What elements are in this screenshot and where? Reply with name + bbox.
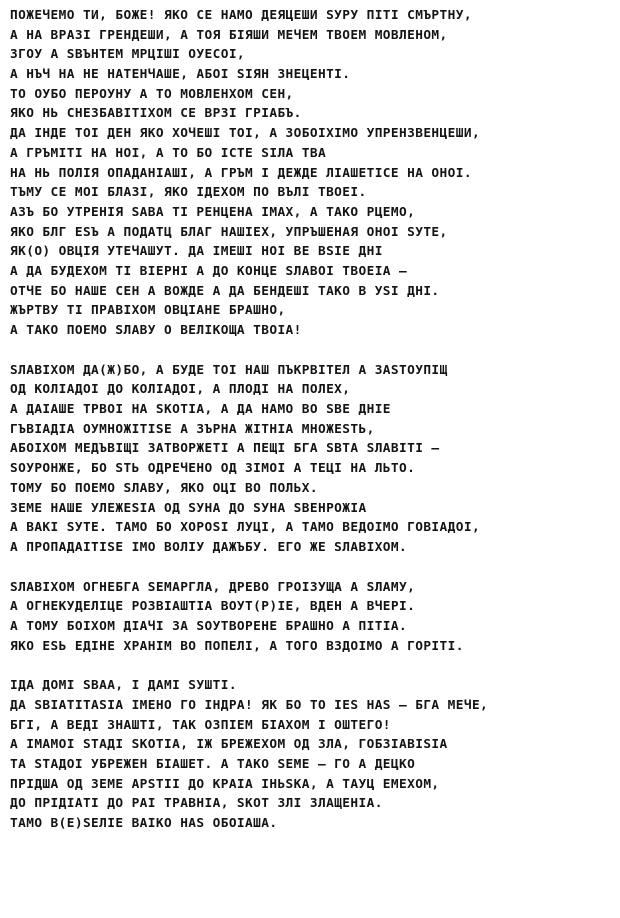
text-line: ЯК(О) ОВЦІЯ УТЕЧАШУТ. ДА ІМЕШІ НОІ ВЕ ВЅІЕ ДНІ (10, 244, 383, 260)
text-line: ТЪМУ СЕ МОІ БЛАЗІ, ЯКО ІДЕХОМ ПО ВЪЛІ ТВОЕІ. (10, 185, 367, 201)
text-line: ТОМУ БО ПОЕМО ЅЛАВУ, ЯКО ОЦІ ВО ПОЛЬХ. (10, 480, 318, 496)
text-line: А ВАКІ ЅУТЕ. ТАМО БО ХОРОЅІ ЛУЦІ, А ТАМО ВЕДОІМО ГОВІАДОІ, (10, 520, 481, 536)
text-line: ЗЕМЕ НАШЕ УЛЕЖЕЅІА ОД ЅУНА ДО ЅУНА ЅВЕНРОЖІА (10, 500, 367, 516)
text-line: А ДАІАШЕ ТРВОІ НА ЅКОТІА, А ДА НАМО ВО ЅВЕ ДНІЕ (10, 402, 391, 418)
text-line: А НЪЧ НА НЕ НАТЕНЧАШЕ, АБОІ ЅІЯН ЗНЕЦЕНТІ. (10, 67, 351, 83)
text-line: ЅЛАВІХОМ ОГНЕБГА ЅЕМАРГЛА, ДРЕВО ГРОІЗУЩА А ЅЛАМУ, (10, 579, 416, 595)
text-line: БГІ, А ВЕДІ ЗНАШТІ, ТАК ОЗПІЕМ БІАХОМ І ОШТЕГО! (10, 717, 391, 733)
text-line: ЅОУРОНЖЕ, БО ЅТЬ ОДРЕЧЕНО ОД ЗІМОІ А ТЕЦІ НА ЛЬТО. (10, 461, 416, 477)
text-line: ДА ЅВІАТІТАЅІА ІМЕНО ГО ІНДРА! ЯК БО ТО ІЕЅ НАЅ – БГА МЕЧЕ, (10, 698, 489, 713)
text-line: ПОЖЕЧЕМО ТИ, БОЖЕ! ЯКО СЕ НАМО ДЕЯЦЕШИ ЅУРУ ПІТІ СМЪРТНУ, (10, 8, 472, 23)
text-line: А ТОМУ БОІХОМ ДІАЧІ ЗА ЅОУТВОРЕНЕ БРАШНО А ПІТІА. (10, 618, 408, 634)
text-line: ТА ЅТАДОІ УБРЕЖЕН БІАШЕТ. А ТАКО ЅЕМЕ – ГО А ДЕЦКО (10, 757, 416, 773)
text-line: А ОГНЕКУДЕЛІЦЕ РОЗВІАШТІА ВОУТ(Р)ІЕ, ВДЕН А ВЧЕРІ. (10, 599, 416, 615)
text-line: ОД КОЛІАДОІ ДО КОЛІАДОІ, А ПЛОДІ НА ПОЛЕХ, (10, 382, 351, 398)
text-line: ДА ІНДЕ ТОІ ДЕН ЯКО ХОЧЕШІ ТОІ, А ЗОБОІХІМО УПРЕНЗВЕНЦЕШИ, (10, 126, 481, 142)
text-line: АЗЪ БО УТРЕНІЯ ЅАВА ТІ РЕНЦЕНА ІМАХ, А ТАКО РЦЕМО, (10, 204, 416, 220)
text-line: ЯКО БЛГ ЕЅЪ А ПОДАТЦ БЛАГ НАШІЕХ, УПРЪШЕНАЯ ОНОІ ЅУТЕ, (10, 224, 448, 240)
text-line: ЯКО НЬ СНЕЗБАВІТІХОМ СЕ ВРЗІ ГРІАБЪ. (10, 106, 302, 122)
text-line: ПРІДША ОД ЗЕМЕ АРЅТІІ ДО КРАІА ІНЬЅКА, А ТАУЦ ЕМЕХОМ, (10, 776, 440, 792)
stanza-4 (10, 676, 614, 834)
text-line: А ТАКО ПОЕМО ЅЛАВУ О ВЕЛІКОЩА ТВОІА! (10, 323, 302, 338)
stanza-1 (10, 6, 614, 341)
text-line: АБОІХОМ МЕДЪВІЩІ ЗАТВОРЖЕТІ А ПЕЩІ БГА ЅВТА ЅЛАВІТІ – (10, 441, 440, 457)
stanza-2 (10, 361, 614, 558)
text-line: ЗГОУ А ЅВЪНТЕМ МРЦІШІ ОУЕСОІ, (10, 47, 246, 63)
text-line: ТО ОУБО ПЕРОУНУ А ТО МОВЛЕНХОМ СЕН, (10, 86, 294, 102)
text-line: А ГРЪМІТІ НА НОІ, А ТО БО ІСТЕ ЅІЛА ТВА (10, 145, 327, 161)
text-line: А ІМАМОІ ЅТАДІ ЅКОТІА, ІЖ БРЕЖЕХОМ ОД ЗЛА, ГОБЗІАВІЅІА (10, 737, 448, 753)
text-line: ДО ПРІДІАТІ ДО РАІ ТРАВНІА, ЅКОТ ЗЛІ ЗЛАЩЕНІА. (10, 796, 383, 812)
text-line: ІДА ДОМІ ЅВАА, І ДАМІ ЅУШТІ. (10, 678, 237, 694)
stanza-3 (10, 578, 614, 657)
text-line: ГЪВІАДІА ОУМНОЖІТІЅЕ А ЗЪРНА ЖІТНІА МНОЖЕЅТЬ, (10, 421, 375, 437)
text-line: НА НЬ ПОЛІЯ ОПАДАНІАШІ, А ГРЪМ І ДЕЖДЕ ЛІАШЕТІСЕ НА ОНОІ. (10, 165, 472, 181)
text-line: ОТЧЕ БО НАШЕ СЕН А ВОЖДЕ А ДА БЕНДЕШІ ТАКО В УЅІ ДНІ. (10, 283, 440, 299)
text-line: ТАМО В(Е)ЅЕЛІЕ ВАІКО НАЅ ОБОІАША. (10, 816, 278, 832)
text-line: ЅЛАВІХОМ ДА(Ж)БО, А БУДЕ ТОІ НАШ ПЪКРВІТЕЛ А ЗАЅТОУПІЩ (10, 362, 448, 378)
text-line: А ДА БУДЕХОМ ТІ ВІЕРНІ А ДО КОНЦЕ ЅЛАВОІ ТВОЕІА – (10, 263, 408, 279)
text-line: ЖЪРТВУ ТІ ПРАВІХОМ ОВЦІАНЕ БРАШНО, (10, 303, 286, 319)
text-line: ЯКО ЕЅЬ ЕДІНЕ ХРАНІМ ВО ПОПЕЛІ, А ТОГО ВЗДОІМО А ГОРІТІ. (10, 638, 464, 654)
text-line: А ПРОПАДАІТІЅЕ ІМО ВОЛІУ ДАЖЪБУ. ЕГО ЖЕ ЅЛАВІХОМ. (10, 539, 408, 555)
text-line: А НА ВРАЗІ ГРЕНДЕШИ, А ТОЯ БІЯШИ МЕЧЕМ ТВОЕМ МОВЛЕНОМ, (10, 27, 448, 43)
